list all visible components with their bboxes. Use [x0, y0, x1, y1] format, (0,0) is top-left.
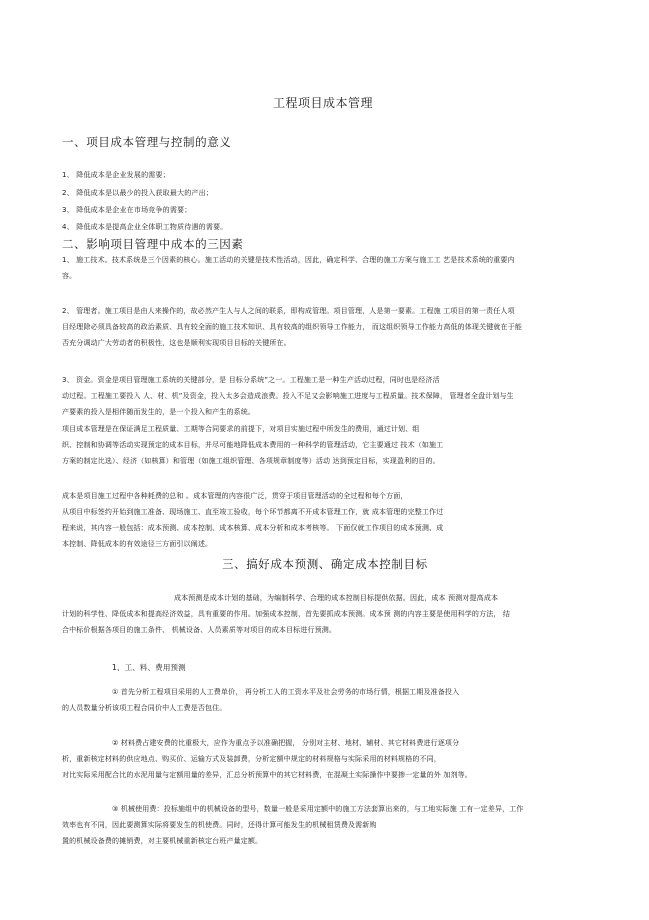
- paragraph-machinery-cost: [62, 801, 524, 849]
- text-line: 容。: [62, 272, 77, 280]
- text-line: 析，重新核定材料的供应地点、购买价、运输方式及装卸费，分析定额中规定的材料规格与实际采用的材料规格的不同，: [62, 755, 441, 763]
- text-line: 2、 管理者。施工项目是由人来操作的，故必然产生人与人之间的联系，即构成管理。项目管理，人是第一要素。工程施 工项目的第一责任人项: [62, 307, 515, 315]
- paragraph-cost-management: [62, 421, 443, 469]
- paragraph-capital: [62, 372, 514, 420]
- list-item: 4、 降低成本是提高企业全体职工物质待遇的需要。: [62, 223, 228, 231]
- text-line: 产要素的投入是相伴随而发生的，是一个投入和产生的系统。: [62, 408, 256, 416]
- text-line: ③ 机械使用费：投标施组中的机械设备的型号，数量一般是采用定额中的施工方法套算出来的，与工地实际施 工有一定差异，工作: [112, 805, 524, 813]
- paragraph-cost-scope: [62, 488, 443, 552]
- text-line: 动过程。工程施工要投入 人、材、机”及资金，投入太多会造成浪费。投入不足又会影响施工进度与工程质量。技术保障， 管理者全盘计划与生: [62, 392, 514, 400]
- paragraph-labor-cost: [62, 684, 459, 716]
- text-line: 置的机械设备费的摊销费，对主要机械重新核定台班产量定额。: [62, 837, 263, 845]
- section-1-heading: 一、项目成本管理与控制的意义: [62, 135, 232, 149]
- text-line: 目经理除必须具备较高的政治素质、具有较全面的施工技术知识、具有较高的组织领导工作能力， 而这组织领导工作能力高低的体现关键就在于能: [62, 323, 522, 331]
- text-line: 程来说，其内容一般包括：成本预测、成本控制、成本核算、成本分析和成本考核等。 下面仅就工作项目的成本预测、成: [62, 524, 444, 532]
- subsection-heading: 1、工、料、费用预测: [112, 663, 186, 672]
- text-line: 方案的制定比选）、经济（如核算）和管理（如施工组织管理、各项规章制度等）活动 达到预定目标，实现盈利的目的。: [62, 457, 440, 465]
- text-line: 对比实际采用配合比的水泥用量与定额用量的差异，汇总分析预算中的其它材料费，在混凝土实际操作中要掺一定量的外 加剂等。: [62, 771, 472, 779]
- text-line: 合中标价根据各项目的施工条件、 机械设备、人员素质等对项目的成本目标进行预测。: [62, 626, 337, 634]
- paragraph-forecast: [62, 590, 510, 638]
- paragraph-material-cost: [62, 735, 472, 783]
- text-line: 否充分调动广大劳动者的积极性，这也是顺利实现项目目标的关键所在。: [62, 339, 291, 347]
- text-line: 织、控制和协调等活动实现预定的成本目标，并尽可能地降低成本费用的一种科学的管理活动，它主要通过 技术（如施工: [62, 441, 444, 449]
- text-line: 项目成本管理是在保证满足工程质量、工期等合同要求的前提下，对项目实施过程中所发生的费用，通过计划、组: [62, 425, 420, 433]
- text-line: 的人员数量分析该项工程合同价中人工费是否包住。: [62, 704, 227, 712]
- list-item: 3、 降低成本是企业在市场竞争的需要；: [62, 206, 192, 214]
- text-line: 计划的科学性、降低成本和提高经济效益，具有重要的作用。加强成本控制，首先要抓成本预测。成本预 测的内容主要是使用科学的方法， 结: [62, 610, 511, 618]
- paragraph-technology: [62, 252, 515, 284]
- text-line: 成本预测是成本计划的基础，为编制科学、合理的成本控制目标提供依据。因此，成本 预测对提高成本: [174, 594, 499, 602]
- text-line: 本控制、降低成本的有效途径三方面引以阐述。: [62, 540, 213, 548]
- text-line: 从项目中标签约开始到施工准备、现场施工、直至竣工验收，每个环节都离不开成本管理工作，就 成本管理的完整工作过: [62, 508, 444, 516]
- section-2-heading: 二、影响项目管理中成本的三因素: [62, 237, 244, 251]
- list-item: 2、 降低成本是以最少的投入获取最大的产出；: [62, 189, 214, 197]
- text-line: ① 首先分析工程项目采用的人工费单价， 再分析工人的工资水平及社会劳务的市场行情，根据工期及准备投入: [112, 688, 460, 696]
- section-3-heading: 三、搞好成本预测、确定成本控制目标: [222, 557, 428, 571]
- list-item: 1、 降低成本是企业发展的需要；: [62, 171, 170, 179]
- page-title: 工程项目成本管理: [273, 96, 374, 110]
- text-line: 3、 资金。资金是项目管理施工系统的关键部分，是 目标分系统”之一。工程施工是一种生产活动过程，同时也是经济活: [62, 376, 440, 384]
- text-line: ② 材料费占建安费的比重极大，应作为重点予以准确把握， 分别对主材、地材、辅材、其它材料费进行逐项分: [112, 739, 460, 747]
- text-line: 成本是项目施工过程中各种耗费的总和 。成本管理的内容很广泛，贯穿于项目管理活动的全过程和每个方面，: [62, 492, 408, 500]
- paragraph-manager: [62, 303, 522, 351]
- text-line: 1、 施工技术。技术系统是三个因素的核心。施工活动的关键是技术性活动，因此，确定科学、合理的施工方案与施工工 艺是技术系统的重要内: [62, 256, 515, 264]
- text-line: 效率也有不同，因此要测算实际将要发生的机使费。同时，还得计算可能发生的机械租赁费及需新购: [62, 821, 377, 829]
